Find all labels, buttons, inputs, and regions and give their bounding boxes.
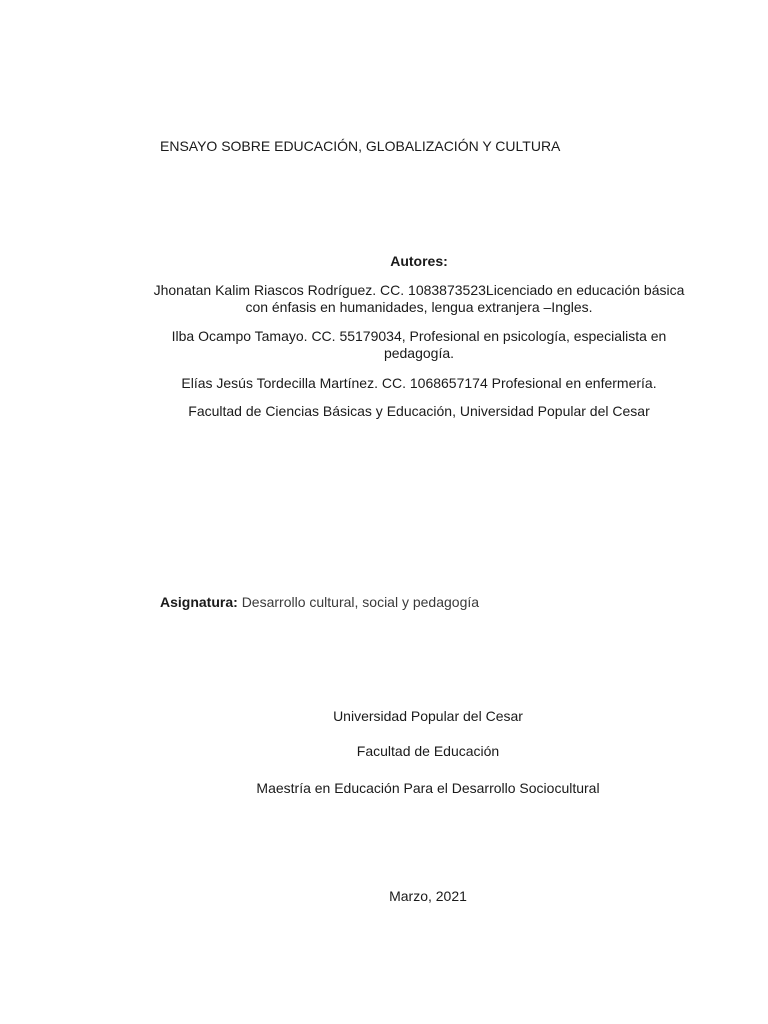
program-name: Maestría en Educación Para el Desarrollo Sociocultural <box>256 780 600 796</box>
author-entry: Jhonatan Kalim Riascos Rodríguez. CC. 1083873523Licenciado en educación básica con énfasis en humanidades, lengua extranjera –Ingles. <box>153 282 685 315</box>
authors-heading: Autores: <box>390 253 448 269</box>
document-date: Marzo, 2021 <box>389 888 467 904</box>
subject-label: Asignatura: <box>160 594 238 610</box>
author-entry: Elías Jesús Tordecilla Martínez. CC. 1068657174 Profesional en enfermería. <box>181 375 657 391</box>
faculty-affiliation: Facultad de Ciencias Básicas y Educación, Universidad Popular del Cesar <box>188 403 650 419</box>
faculty-name: Facultad de Educación <box>356 743 500 759</box>
subject-line <box>160 594 479 611</box>
university-name: Universidad Popular del Cesar <box>333 708 523 724</box>
author-entry: Ilba Ocampo Tamayo. CC. 55179034, Profesional en psicología, especialista en pedagogía. <box>171 328 667 361</box>
subject-value: Desarrollo cultural, social y pedagogía <box>241 594 480 610</box>
document-title: ENSAYO SOBRE EDUCACIÓN, GLOBALIZACIÓN Y CULTURA <box>160 138 561 154</box>
